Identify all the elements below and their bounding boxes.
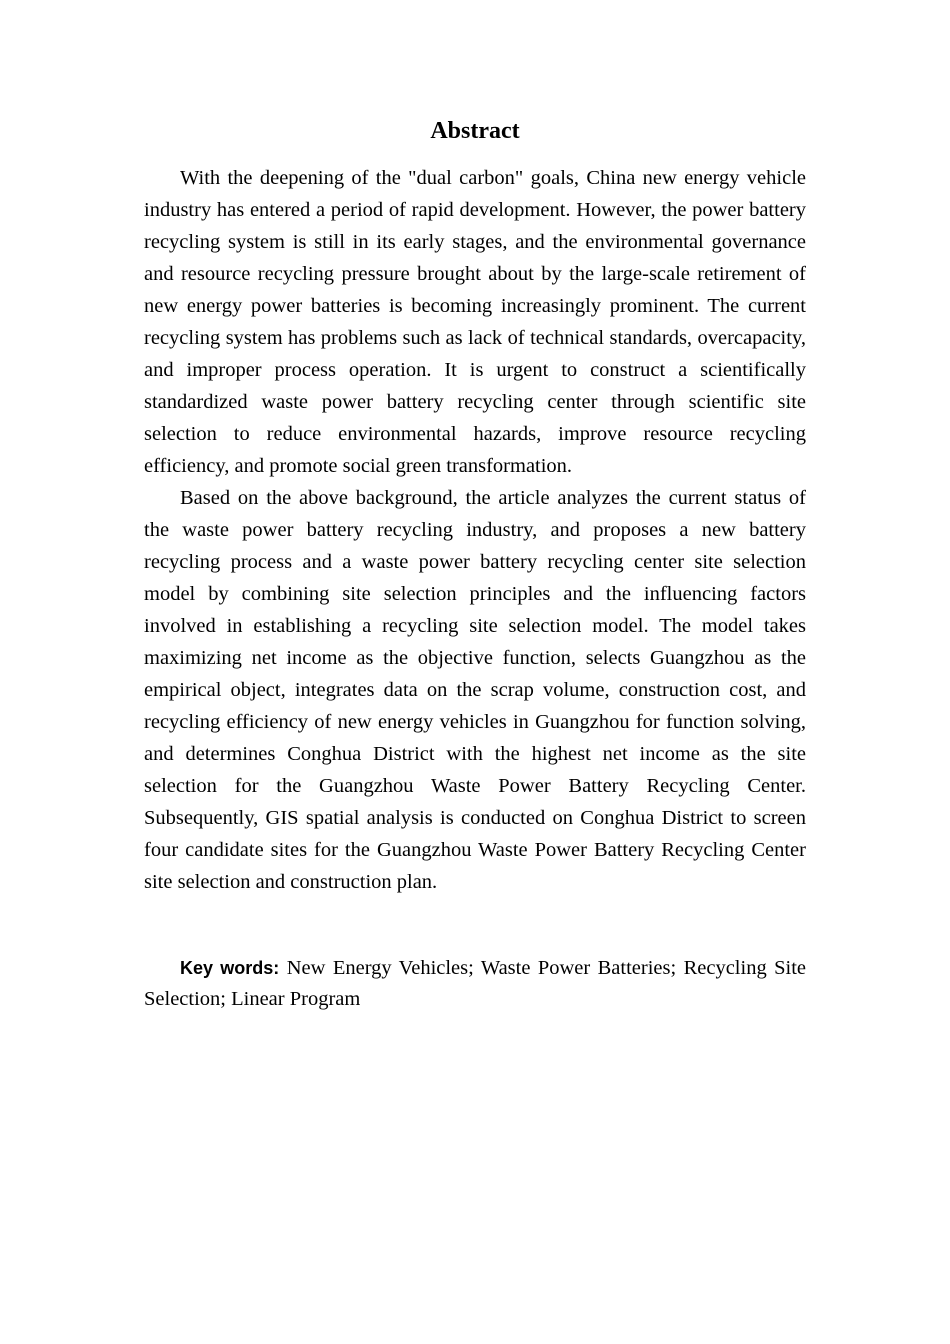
keywords-text: New Energy Vehicles; Waste Power Batteries; Recycling Site Selection; Linear Program — [144, 957, 806, 1010]
abstract-paragraph-1: With the deepening of the "dual carbon" goals, China new energy vehicle industry has entered a period of rapid development. However, the power battery recycling system is still in its early stages, and the environmental governance and resource recycling pressure brought about by the large-scale retirement of new energy power batteries is becoming increasingly prominent. The current recycling system has problems such as lack of technical standards, overcapacity, and improper process operation. It is urgent to construct a scientifically standardized waste power battery recycling center through scientific site selection to reduce environmental hazards, improve resource recycling efficiency, and promote social green transformation. — [144, 167, 806, 477]
abstract-paragraph-2: Based on the above background, the article analyzes the current status of the waste power battery recycling industry, and proposes a new battery recycling process and a waste power battery recycling center site selection model by combining site selection principles and the influencing factors involved in establishing a recycling site selection model. The model takes maximizing net income as the objective function, selects Guangzhou as the empirical object, integrates data on the scrap volume, construction cost, and recycling efficiency of new energy vehicles in Guangzhou for function solving, and determines Conghua District with the highest net income as the site selection for the Guangzhou Waste Power Battery Recycling Center. Subsequently, GIS spatial analysis is conducted on Conghua District to screen four candidate sites for the Guangzhou Waste Power Battery Recycling Center site selection and construction plan. — [144, 487, 806, 893]
keywords-label: Key words: — [180, 958, 280, 978]
abstract-body — [144, 162, 806, 898]
keywords-line — [144, 953, 806, 1015]
abstract-title: Abstract — [430, 118, 520, 144]
